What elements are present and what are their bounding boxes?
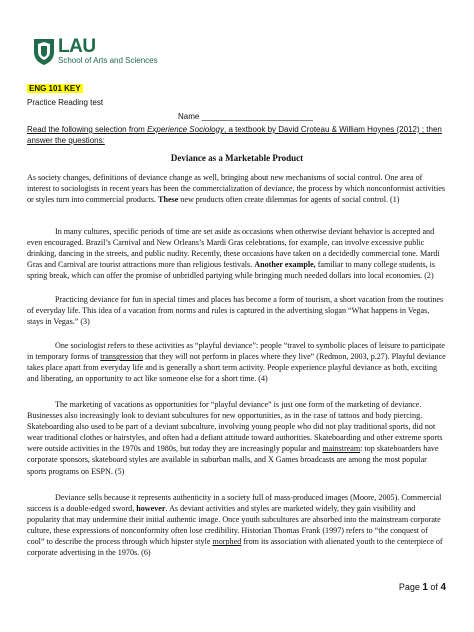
paragraph-1: As society changes, definitions of deviance change as well, bringing about new mechanisms of social control. One area of interest to sociologists in recent years has been the commercialization of deviance, the process by which nonconformist activities or styles turn into commercial products. These new products often create dilemmas for agents of social control. (1) <box>27 173 446 205</box>
lau-logo <box>32 36 202 76</box>
paragraph-3: Practicing deviance for fun in special times and places has become a form of tourism, a short vacation from the routines of everyday life. This idea of a vacation from norms and rules is captured in the advertising slogan “What happens in Vegas, stays in Vegas.” (3) <box>27 295 444 327</box>
lau-logo-text: LAU <box>58 36 96 57</box>
article-title: Deviance as a Marketable Product <box>170 153 304 163</box>
name-field-label: Name _________________________ <box>178 112 313 121</box>
lau-shield-icon <box>32 36 56 66</box>
course-label: ENG 101 KEY <box>29 84 81 93</box>
paragraph-4: One sociologist refers to these activities as “playful deviance”: people “travel to symbolic places of leisure to participate in temporary forms of transgression that they will not perform in places where they live” (Redmon, 2003, p.27). Playful deviance takes place apart from everyday life and is generally a short term activity. People experience playful deviance as both, exciting and liberating, an opportunity to act like someone else for a short time. (4) <box>27 341 446 384</box>
paragraph-2: In many cultures, specific periods of time are set aside as occasions when otherwise deviant behavior is accepted and even encouraged. Brazil’s Carnival and New Orleans’s Mardi Gras celebrations, for example, can involve excessive public drinking, dancing in the streets, and public nudity. Recently, these occasions have taken on a decidedly commercial tone. Mardi Gras and Carnival are tourist attractions more than religious festivals. Another example, familiar to many college students, is spring break, which can offer the promise of unbridled partying while bringing much needed dollars into local economies. (2) <box>27 227 440 281</box>
school-name: School of Arts and Sciences <box>58 56 158 65</box>
practice-label: Practice Reading test <box>27 98 104 107</box>
instructions: Read the following selection from Experience Sociology, a textbook by David Croteau & William Hoynes (2012) ; then answer the questions: <box>27 125 442 145</box>
paragraph-5: The marketing of vacations as opportunities for “playful deviance” is just one form of the marketing of deviance. Businesses also increasingly look to deviant subcultures for new opportunities, as in the case of tattoos and body piercing. Skateboarding also used to be part of a deviant subculture, involving young people who did not play traditional sports, did not wear traditional clothes or hairstyles, and often had a defiant attitude toward authorities. Skateboarding and other extreme sports were outside activities in the 1970s and 1980s, but today they are increasingly popular and mainstream: top skateboarders have corporate sponsors, skateboard styles are available in suburban malls, and X Games broadcasts are among the most popular sports programs on ESPN. (5) <box>27 400 443 476</box>
page-number: Page 1 of 4 <box>398 582 446 593</box>
paragraph-6: Deviance sells because it represents authenticity in a society full of mass-produced images (Moore, 2005). Commercial success is a double-edged sword, however. As deviant activities and styles are marketed widely, they gain visibility and popularity that may undermine their initial authentic image. Once youth subcultures are absorbed into the mainstream corporate culture, these expressions of nonconformity often lose credibility. Historian Thomas Frank (1997) refers to “the conquest of cool” to describe the process through which hipster style morphed from its association with alienated youth to the centerpiece of corporate advertising in the 1970s. (6) <box>27 493 443 558</box>
